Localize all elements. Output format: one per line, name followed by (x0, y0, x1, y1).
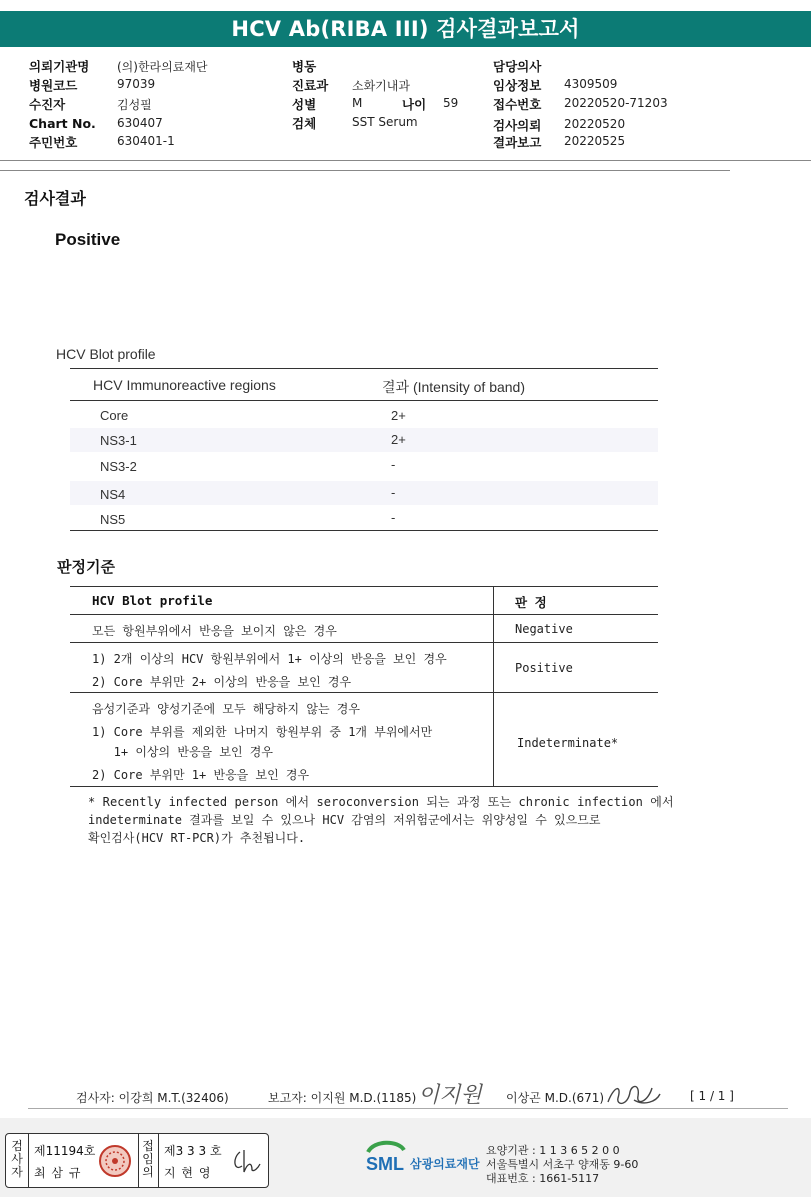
sml-logo-text: SML (366, 1154, 404, 1174)
blot-table-bottom-rule (70, 530, 658, 531)
value-receipt-no: 20220520-71203 (564, 96, 668, 110)
label-test-request: 검사의뢰 (493, 118, 542, 133)
footnote-line-2: indeterminate 결과를 보일 수 있으나 HCV 감염의 저위험군에서는 위양성일 수 있으므로 (88, 813, 601, 827)
label-hospital-code: 병원코드 (29, 78, 78, 93)
value-age: 59 (443, 96, 459, 110)
value-patient: 김성필 (117, 98, 152, 112)
value-result-report: 20220525 (564, 134, 626, 148)
criteria-table-bottom-rule (70, 786, 658, 787)
blot-table-head-rule (70, 400, 658, 401)
blot-intensity-core: 2+ (391, 408, 406, 423)
label-resident-no: 주민번호 (29, 135, 78, 150)
page-indicator: [ 1 / 1 ] (690, 1089, 734, 1103)
header-divider-bottom (0, 170, 730, 171)
seal-icon (98, 1144, 132, 1178)
stamp-left-vertical (11, 1140, 23, 1179)
criteria-negative-text: 모든 항원부위에서 반응을 보이지 않은 경우 (92, 624, 337, 638)
sml-logo-icon (364, 1138, 408, 1174)
value-clinical-info: 4309509 (564, 77, 618, 91)
criteria-row-rule (70, 642, 658, 643)
blot-profile-caption: HCV Blot profile (56, 346, 156, 362)
label-chart-no: Chart No. (29, 116, 96, 131)
value-chart-no: 630407 (117, 116, 163, 130)
blot-region-ns4: NS4 (100, 487, 126, 502)
blot-row (70, 506, 658, 530)
criteria-table-top-rule (70, 586, 658, 587)
stamp-divider (158, 1134, 159, 1187)
stamp-char: 임 (142, 1152, 154, 1166)
value-test-request: 20220520 (564, 117, 626, 131)
footnote-line-1: * Recently infected person 에서 seroconversion 되는 과정 또는 chronic infection 에서 (88, 795, 674, 809)
reporter-handwritten-sign: 이지원 (418, 1083, 482, 1108)
label-result-report: 결과보고 (493, 135, 542, 150)
blot-intensity-ns3-1: 2+ (391, 432, 406, 447)
value-sex: M (352, 96, 363, 110)
blot-region-ns5: NS5 (100, 512, 126, 527)
stamp-left-name: 최 삼 규 (34, 1166, 82, 1180)
criteria-negative-judgement: Negative (515, 622, 573, 636)
footer-rule (28, 1108, 788, 1109)
stamp-divider (28, 1134, 29, 1187)
stamp-right-number: 제3 3 3 호 (164, 1144, 222, 1158)
blot-intensity-ns3-2: - (391, 457, 396, 472)
third-signature-scribble (604, 1076, 664, 1112)
certification-stamp-box (5, 1133, 269, 1188)
blot-table-top-rule (70, 368, 658, 369)
stamp-left-number: 제11194호 (34, 1144, 96, 1158)
value-hospital-code: 97039 (117, 77, 156, 91)
stamp-char: 사 (11, 1152, 23, 1166)
label-sex: 성별 (292, 97, 317, 112)
label-receipt-no: 접수번호 (493, 97, 542, 112)
blot-region-ns3-2: NS3-2 (100, 459, 137, 474)
criteria-header-profile: HCV Blot profile (92, 593, 213, 608)
reporter-signature: 보고자: 이지원 M.D.(1185) (268, 1091, 417, 1105)
value-requesting-institution: (의)한라의료재단 (117, 60, 208, 74)
criteria-indeterminate-line-4: 2) Core 부위만 1+ 반응을 보인 경우 (92, 768, 310, 782)
criteria-row-rule (70, 692, 658, 693)
value-resident-no: 630401-1 (117, 134, 175, 148)
patient-info (0, 0, 811, 160)
report-title: HCV Ab(RIBA III) 검사결과보고서 (0, 11, 811, 47)
stamp-char: 접 (142, 1139, 154, 1153)
lab-name: 삼광의료재단 (410, 1157, 480, 1171)
tester-signature: 검사자: 이강희 M.T.(32406) (76, 1091, 229, 1105)
label-requesting-institution: 의뢰기관명 (29, 59, 90, 74)
third-signature: 이상곤 M.D.(671) (506, 1091, 605, 1105)
lab-phone: 대표번호 : 1661-5117 (486, 1172, 600, 1185)
value-specimen: SST Serum (352, 115, 418, 129)
blot-intensity-ns5: - (391, 510, 396, 525)
stamp-char: 의 (142, 1165, 154, 1179)
blot-region-core: Core (100, 408, 129, 423)
label-patient: 수진자 (29, 97, 66, 112)
lab-address: 서울특별시 서초구 양재동 9-60 (486, 1158, 639, 1171)
blot-intensity-ns4: - (391, 485, 396, 500)
criteria-column-divider (493, 586, 494, 786)
result-value: Positive (55, 230, 121, 249)
label-age: 나이 (402, 97, 427, 112)
stamp-right-vertical (142, 1140, 154, 1179)
label-specimen: 검체 (292, 116, 317, 131)
stamp-divider (138, 1134, 139, 1187)
criteria-positive-judgement: Positive (515, 661, 573, 675)
blot-row (70, 454, 658, 478)
stamp-right-name: 지 현 영 (164, 1166, 212, 1180)
criteria-positive-line-2: 2) Core 부위만 2+ 이상의 반응을 보인 경우 (92, 675, 352, 689)
criteria-indeterminate-line-2: 1) Core 부위를 제외한 나머지 항원부위 중 1개 부위에서만 (92, 725, 433, 739)
stamp-char: 검 (11, 1139, 23, 1153)
criteria-header-judgement: 판 정 (515, 595, 547, 610)
criteria-positive-line-1: 1) 2개 이상의 HCV 항원부위에서 1+ 이상의 반응을 보인 경우 (92, 652, 447, 666)
section-title-result: 검사결과 (24, 189, 86, 208)
blot-row (70, 428, 658, 452)
label-clinical-info: 임상정보 (493, 78, 542, 93)
footnote-line-3: 확인검사(HCV RT-PCR)가 추천됩니다. (88, 831, 306, 845)
blot-region-ns3-1: NS3-1 (100, 433, 137, 448)
criteria-indeterminate-line-1: 음성기준과 양성기준에 모두 해당하지 않는 경우 (92, 702, 360, 716)
blot-row (70, 481, 658, 505)
blot-header-region: HCV Immunoreactive regions (93, 377, 276, 393)
label-doctor: 담당의사 (493, 59, 542, 74)
label-department: 진료과 (292, 78, 329, 93)
lab-institution-code: 요양기관 : 1 1 3 6 5 2 0 0 (486, 1144, 620, 1157)
criteria-head-rule (70, 614, 658, 615)
blot-row (70, 404, 658, 428)
stamp-char: 자 (11, 1165, 23, 1179)
criteria-indeterminate-judgement: Indeterminate* (517, 736, 619, 750)
header-divider-top (0, 160, 811, 161)
blot-header-intensity: 결과 (Intensity of band) (382, 379, 525, 395)
criteria-indeterminate-line-3: 1+ 이상의 반응을 보인 경우 (92, 745, 273, 759)
value-department: 소화기내과 (352, 79, 410, 93)
criteria-title: 판정기준 (57, 558, 115, 576)
label-ward: 병동 (292, 59, 317, 74)
stamp-signature-scribble (230, 1146, 264, 1176)
